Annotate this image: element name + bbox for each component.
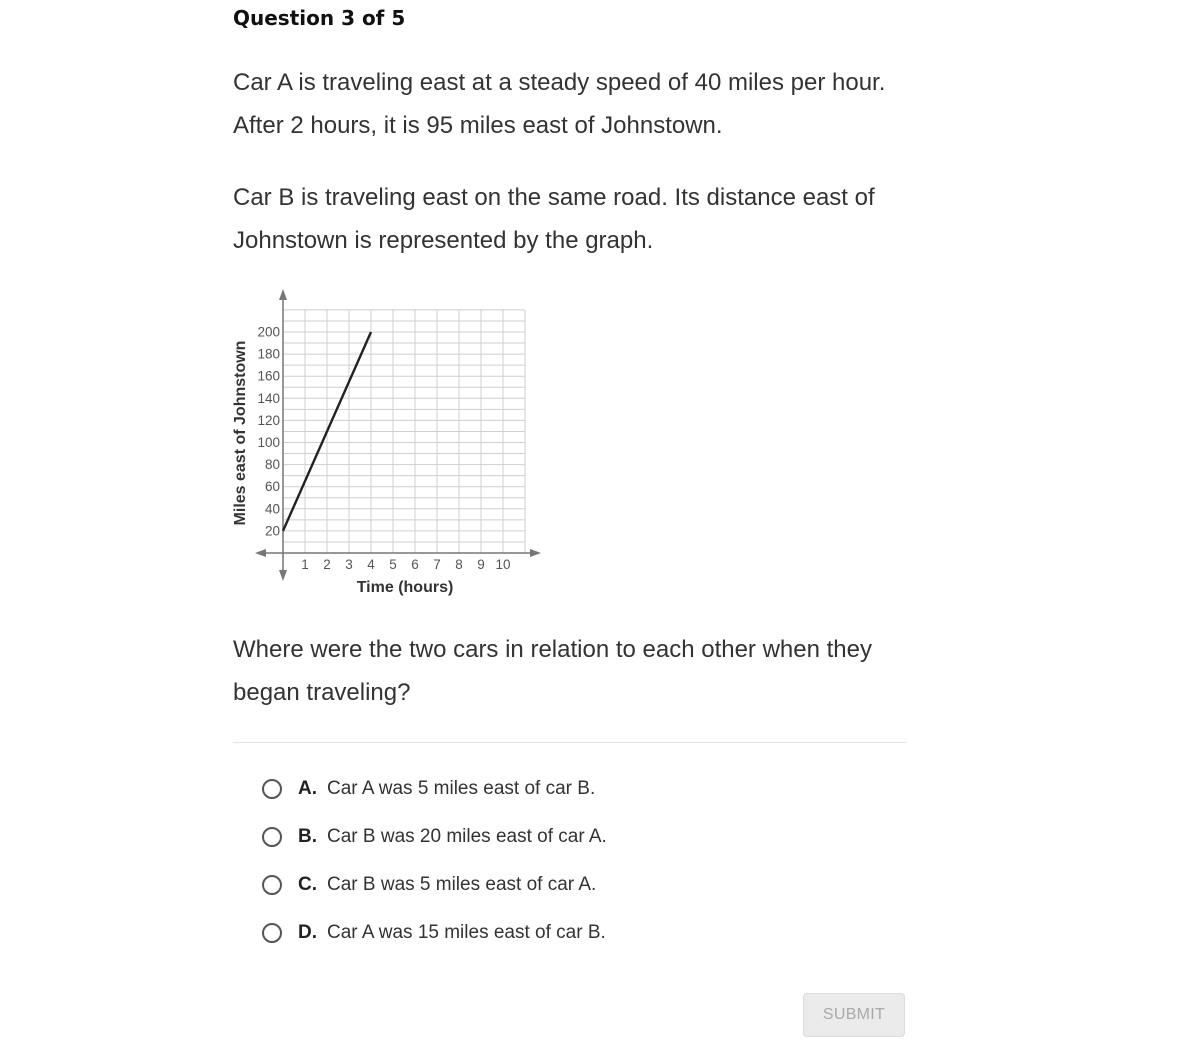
x-tick-label: 8 [455, 557, 463, 572]
distance-time-graph [225, 285, 545, 605]
answer-option-d[interactable] [260, 918, 606, 948]
x-tick-label: 3 [345, 557, 353, 572]
question-text [233, 628, 933, 714]
y-axis-arrow-down [279, 570, 287, 581]
prompt-line: Car A is traveling east at a steady speed of 40 miles per hour. [233, 69, 886, 96]
prompt-line: After 2 hours, it is 95 miles east of Johnstown. [233, 112, 723, 139]
x-tick-label: 10 [495, 557, 511, 572]
submit-button[interactable]: SUBMIT [803, 993, 905, 1037]
y-tick-label: 160 [257, 368, 280, 384]
option-text: Car A was 15 miles east of car B. [327, 922, 606, 943]
prompt-line: Johnstown is represented by the graph. [233, 227, 654, 254]
option-letter: D. [298, 922, 317, 943]
radio-button-icon[interactable] [262, 923, 282, 943]
y-axis-label: Miles east of Johnstown [232, 340, 249, 526]
question-line: Where were the two cars in relation to each other when they [233, 636, 872, 663]
question-counter: Question 3 of 5 [233, 6, 406, 30]
y-tick-label: 40 [264, 501, 280, 517]
y-tick-label: 120 [257, 412, 280, 428]
x-tick-label: 4 [367, 557, 375, 572]
radio-button-icon[interactable] [262, 827, 282, 847]
option-text: Car B was 20 miles east of car A. [327, 826, 607, 847]
y-axis-arrow-up [279, 289, 287, 300]
option-text: Car A was 5 miles east of car B. [327, 778, 596, 799]
x-tick-label: 5 [389, 557, 397, 572]
prompt-paragraph-1 [233, 61, 933, 147]
answer-option-c[interactable] [260, 870, 596, 900]
y-tick-label: 60 [264, 479, 280, 495]
y-tick-label: 200 [257, 324, 280, 340]
x-axis-arrow-right [530, 549, 541, 557]
answer-option-b[interactable] [260, 822, 607, 852]
option-text: Car B was 5 miles east of car A. [327, 874, 597, 895]
answer-option-a[interactable] [260, 774, 595, 804]
prompt-line: Car B is traveling east on the same road. Its distance east of [233, 184, 875, 211]
y-tick-label: 140 [257, 390, 280, 406]
option-letter: C. [298, 874, 317, 895]
question-line: began traveling? [233, 679, 411, 706]
x-tick-label: 7 [433, 557, 441, 572]
radio-button-icon[interactable] [262, 875, 282, 895]
x-axis-arrow-left [255, 549, 266, 557]
radio-button-icon[interactable] [262, 779, 282, 799]
option-letter: B. [298, 826, 317, 847]
option-letter: A. [298, 778, 317, 799]
x-tick-label: 9 [477, 557, 485, 572]
prompt-paragraph-2 [233, 176, 933, 262]
x-tick-label: 1 [301, 557, 309, 572]
y-tick-label: 100 [257, 435, 280, 450]
x-tick-label: 2 [323, 557, 331, 572]
x-axis-label: Time (hours) [356, 579, 454, 596]
divider [233, 742, 906, 743]
y-tick-label: 80 [264, 457, 280, 473]
y-tick-label: 20 [264, 523, 280, 539]
x-tick-label: 6 [411, 557, 419, 572]
y-tick-label: 180 [257, 346, 280, 362]
